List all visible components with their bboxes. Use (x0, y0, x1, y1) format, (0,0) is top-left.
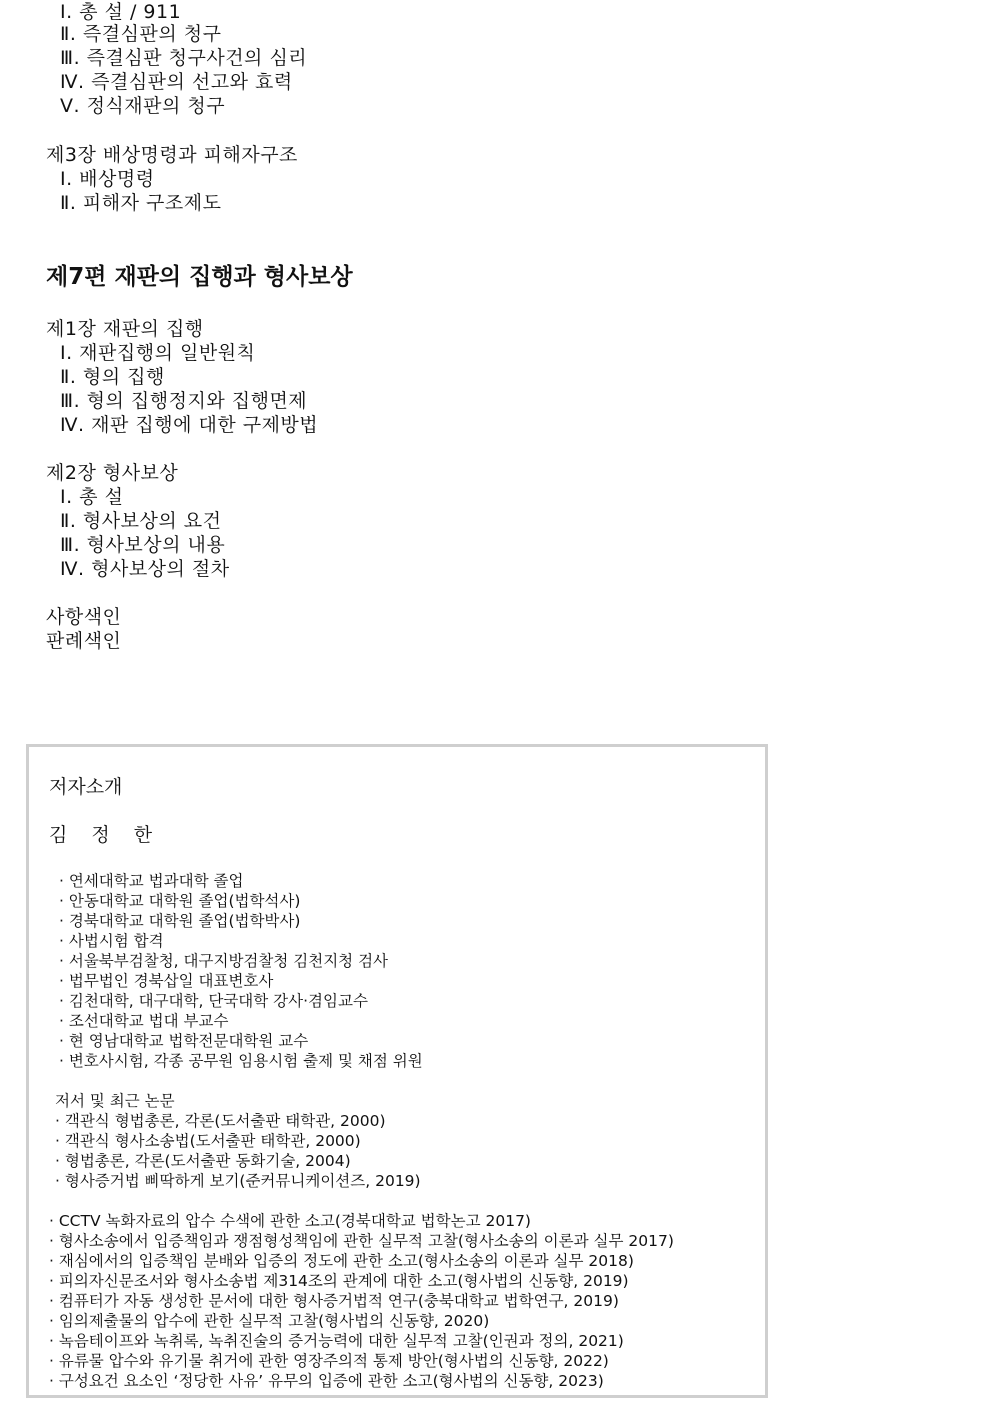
paper-item: · 임의제출물의 압수에 관한 실무적 고찰(형사법의 신동향, 2020) (49, 1312, 490, 1330)
toc-item: Ⅱ. 형사보상의 요건 (60, 510, 222, 532)
career-item: · 김천대학, 대구대학, 단국대학 강사·겸임교수 (59, 992, 368, 1010)
book-item: · 객관식 형법총론, 각론(도서출판 태학관, 2000) (55, 1112, 386, 1130)
paper-item: · 구성요건 요소인 ‘정당한 사유’ 유무의 입증에 관한 소고(형사법의 신동향, 2023) (49, 1372, 604, 1390)
author-heading: 저자소개 (49, 776, 123, 798)
toc-item: Ⅰ. 총 설 / 911 (60, 1, 182, 23)
paper-item: · 컴퓨터가 자동 생성한 문서에 대한 형사증거법적 연구(충북대학교 법학연구, 2019) (49, 1292, 619, 1310)
chapter-title: 제2장 형사보상 (46, 462, 179, 484)
career-item: · 안동대학교 대학원 졸업(법학석사) (59, 892, 301, 910)
paper-item: · 형사소송에서 입증책임과 쟁점형성책임에 관한 실무적 고찰(형사소송의 이론과 실무 2017) (49, 1232, 674, 1250)
career-item: · 연세대학교 법과대학 졸업 (59, 872, 244, 890)
book-item: · 형법총론, 각론(도서출판 동화기술, 2004) (55, 1152, 351, 1170)
toc-item: Ⅲ. 즉결심판 청구사건의 심리 (60, 47, 308, 69)
author-name: 김 정 한 (49, 824, 162, 846)
toc-item: Ⅲ. 형사보상의 내용 (60, 534, 226, 556)
toc-item: Ⅰ. 재판집행의 일반원칙 (60, 342, 256, 364)
paper-item: · 녹음테이프와 녹취록, 녹취진술의 증거능력에 대한 실무적 고찰(인권과 정의, 2021) (49, 1332, 624, 1350)
career-item: · 조선대학교 법대 부교수 (59, 1012, 229, 1030)
part-title: 제7편 재판의 집행과 형사보상 (46, 264, 353, 290)
career-item: · 변호사시험, 각종 공무원 임용시험 출제 및 채점 위원 (59, 1052, 423, 1070)
author-box (26, 744, 768, 1398)
book-item: · 객관식 형사소송법(도서출판 태학관, 2000) (55, 1132, 361, 1150)
book-item: · 형사증거법 삐딱하게 보기(준커뮤니케이션즈, 2019) (55, 1172, 421, 1190)
toc-item: Ⅴ. 정식재판의 청구 (60, 95, 226, 117)
toc-item: Ⅱ. 즉결심판의 청구 (60, 23, 222, 45)
toc-item: Ⅲ. 형의 집행정지와 집행면제 (60, 390, 308, 412)
paper-item: · 재심에서의 입증책임 분배와 입증의 정도에 관한 소고(형사소송의 이론과 실무 2018) (49, 1252, 634, 1270)
toc-item: Ⅰ. 총 설 (60, 486, 124, 508)
paper-item: · CCTV 녹화자료의 압수 수색에 관한 소고(경북대학교 법학논고 2017) (49, 1212, 531, 1230)
toc-item: Ⅳ. 형사보상의 절차 (60, 558, 230, 580)
books-heading: 저서 및 최근 논문 (55, 1092, 175, 1110)
case-index: 판례색인 (46, 630, 122, 652)
chapter-title: 제1장 재판의 집행 (46, 318, 204, 340)
toc-item: Ⅱ. 피해자 구조제도 (60, 192, 222, 214)
career-item: · 경북대학교 대학원 졸업(법학박사) (59, 912, 301, 930)
career-item: · 법무법인 경북삽일 대표변호사 (59, 972, 274, 990)
toc-item: Ⅱ. 형의 집행 (60, 366, 165, 388)
paper-item: · 피의자신문조서와 형사소송법 제314조의 관계에 대한 소고(형사법의 신동향, 2019) (49, 1272, 629, 1290)
toc-item: Ⅳ. 재판 집행에 대한 구제방법 (60, 414, 319, 436)
subject-index: 사항색인 (46, 606, 122, 628)
chapter-title: 제3장 배상명령과 피해자구조 (46, 144, 298, 166)
toc-item: Ⅰ. 배상명령 (60, 168, 155, 190)
career-item: · 현 영남대학교 법학전문대학원 교수 (59, 1032, 309, 1050)
career-item: · 사법시험 합격 (59, 932, 164, 950)
paper-item: · 유류물 압수와 유기물 취거에 관한 영장주의적 통제 방안(형사법의 신동향, 2022) (49, 1352, 609, 1370)
career-item: · 서울북부검찰청, 대구지방검찰청 김천지청 검사 (59, 952, 389, 970)
toc-item: Ⅳ. 즉결심판의 선고와 효력 (60, 71, 293, 93)
